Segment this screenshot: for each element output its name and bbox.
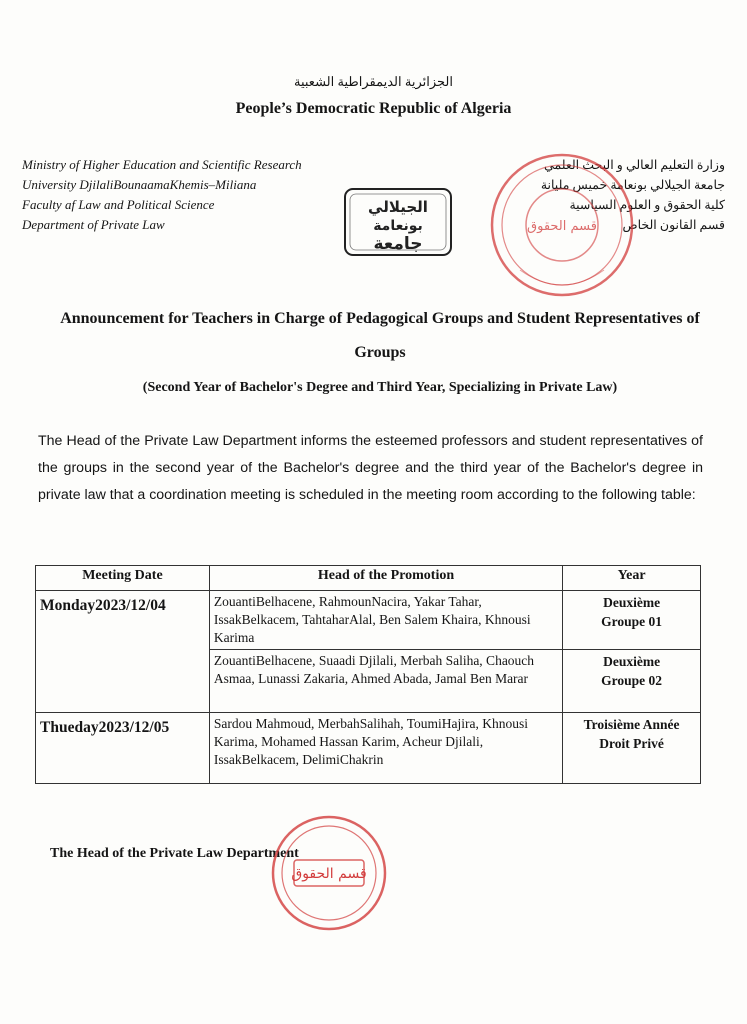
institution-header-english (22, 155, 382, 235)
table-row (36, 591, 701, 650)
stamp-top-text: قسم الحقوق (527, 219, 597, 234)
meeting-date-cell: Thueday2023/12/05 (36, 713, 210, 784)
table-header-row (36, 566, 701, 591)
ministry-line: Ministry of Higher Education and Scientific Research (22, 157, 302, 172)
table-row (36, 713, 701, 784)
faculty-line: Faculty af Law and Political Science (22, 197, 215, 212)
logo-text-line1: الجيلالي (368, 198, 428, 216)
year-line: Deuxième (603, 654, 661, 669)
department-stamp-bottom (268, 812, 390, 934)
faculty-line-ar: كلية الحقوق و العلوم السياسية (569, 198, 725, 212)
department-line-ar: قسم القانون الخاص (622, 218, 725, 232)
announcement-title: Announcement for Teachers in Charge of Pedagogical Groups and Student Representatives of Groups (60, 310, 700, 361)
column-header-year: Year (563, 566, 701, 591)
promotion-head-cell: ZouantiBelhacene, RahmounNacira, Yakar Tahar, IssakBelkacem, TahtaharAlal, Ben Salem Khaira, Khnousi Karima (209, 591, 562, 650)
country-name-arabic: الجزائرية الديمقراطية الشعبية (293, 74, 453, 89)
university-line: University DjilaliBounaamaKhemis–Miliana (22, 177, 257, 192)
year-cell (563, 591, 701, 650)
year-cell (563, 650, 701, 713)
column-header-head: Head of the Promotion (209, 566, 562, 591)
column-header-date: Meeting Date (36, 566, 210, 591)
promotion-head-cell: ZouantiBelhacene, Suaadi Djilali, Merbah Saliha, Chaouch Asmaa, Lunassi Zakaria, Ahmed Abada, Jamal Ben Marar (209, 650, 562, 713)
stamp-bottom-text: قسم الحقوق (291, 866, 367, 882)
promotion-head-cell: Sardou Mahmoud, MerbahSalihah, ToumiHajira, Khnousi Karima, Mohamed Hassan Karim, Acheur Djilali, IssakBelkacem, DelimiChakrin (209, 713, 562, 784)
department-line: Department of Private Law (22, 217, 165, 232)
group-line: Groupe 01 (601, 614, 663, 629)
logo-text-line2: بونعامة (373, 218, 423, 234)
group-line: Groupe 02 (601, 673, 663, 688)
announcement-subtitle: (Second Year of Bachelor's Degree and Third Year, Specializing in Private Law) (142, 380, 618, 395)
ministry-line-ar: وزارة التعليم العالي و البحث العلمي (544, 158, 725, 172)
year-cell (563, 713, 701, 784)
announcement-body: The Head of the Private Law Department informs the esteemed professors and student representatives of the groups in the second year of the Bachelor's degree and the third year of the Bachelor's degree in private law that a coordination meeting is scheduled in the meeting room according to the following table: (38, 433, 703, 503)
department-stamp-top (480, 150, 645, 300)
year-line: Deuxième (603, 595, 661, 610)
meeting-schedule-table (35, 565, 701, 784)
university-line-ar: جامعة الجيلالي بونعامة خميس مليانة (540, 178, 725, 192)
logo-text-line3: جامعة (373, 234, 423, 254)
year-line: Troisième Année (583, 717, 680, 732)
university-logo (342, 186, 454, 258)
country-name-english: People’s Democratic Republic of Algeria (235, 100, 512, 117)
meeting-date-cell: Monday2023/12/04 (36, 591, 210, 713)
signature-title: The Head of the Private Law Department (50, 846, 299, 861)
program-line: Droit Privé (599, 736, 664, 751)
